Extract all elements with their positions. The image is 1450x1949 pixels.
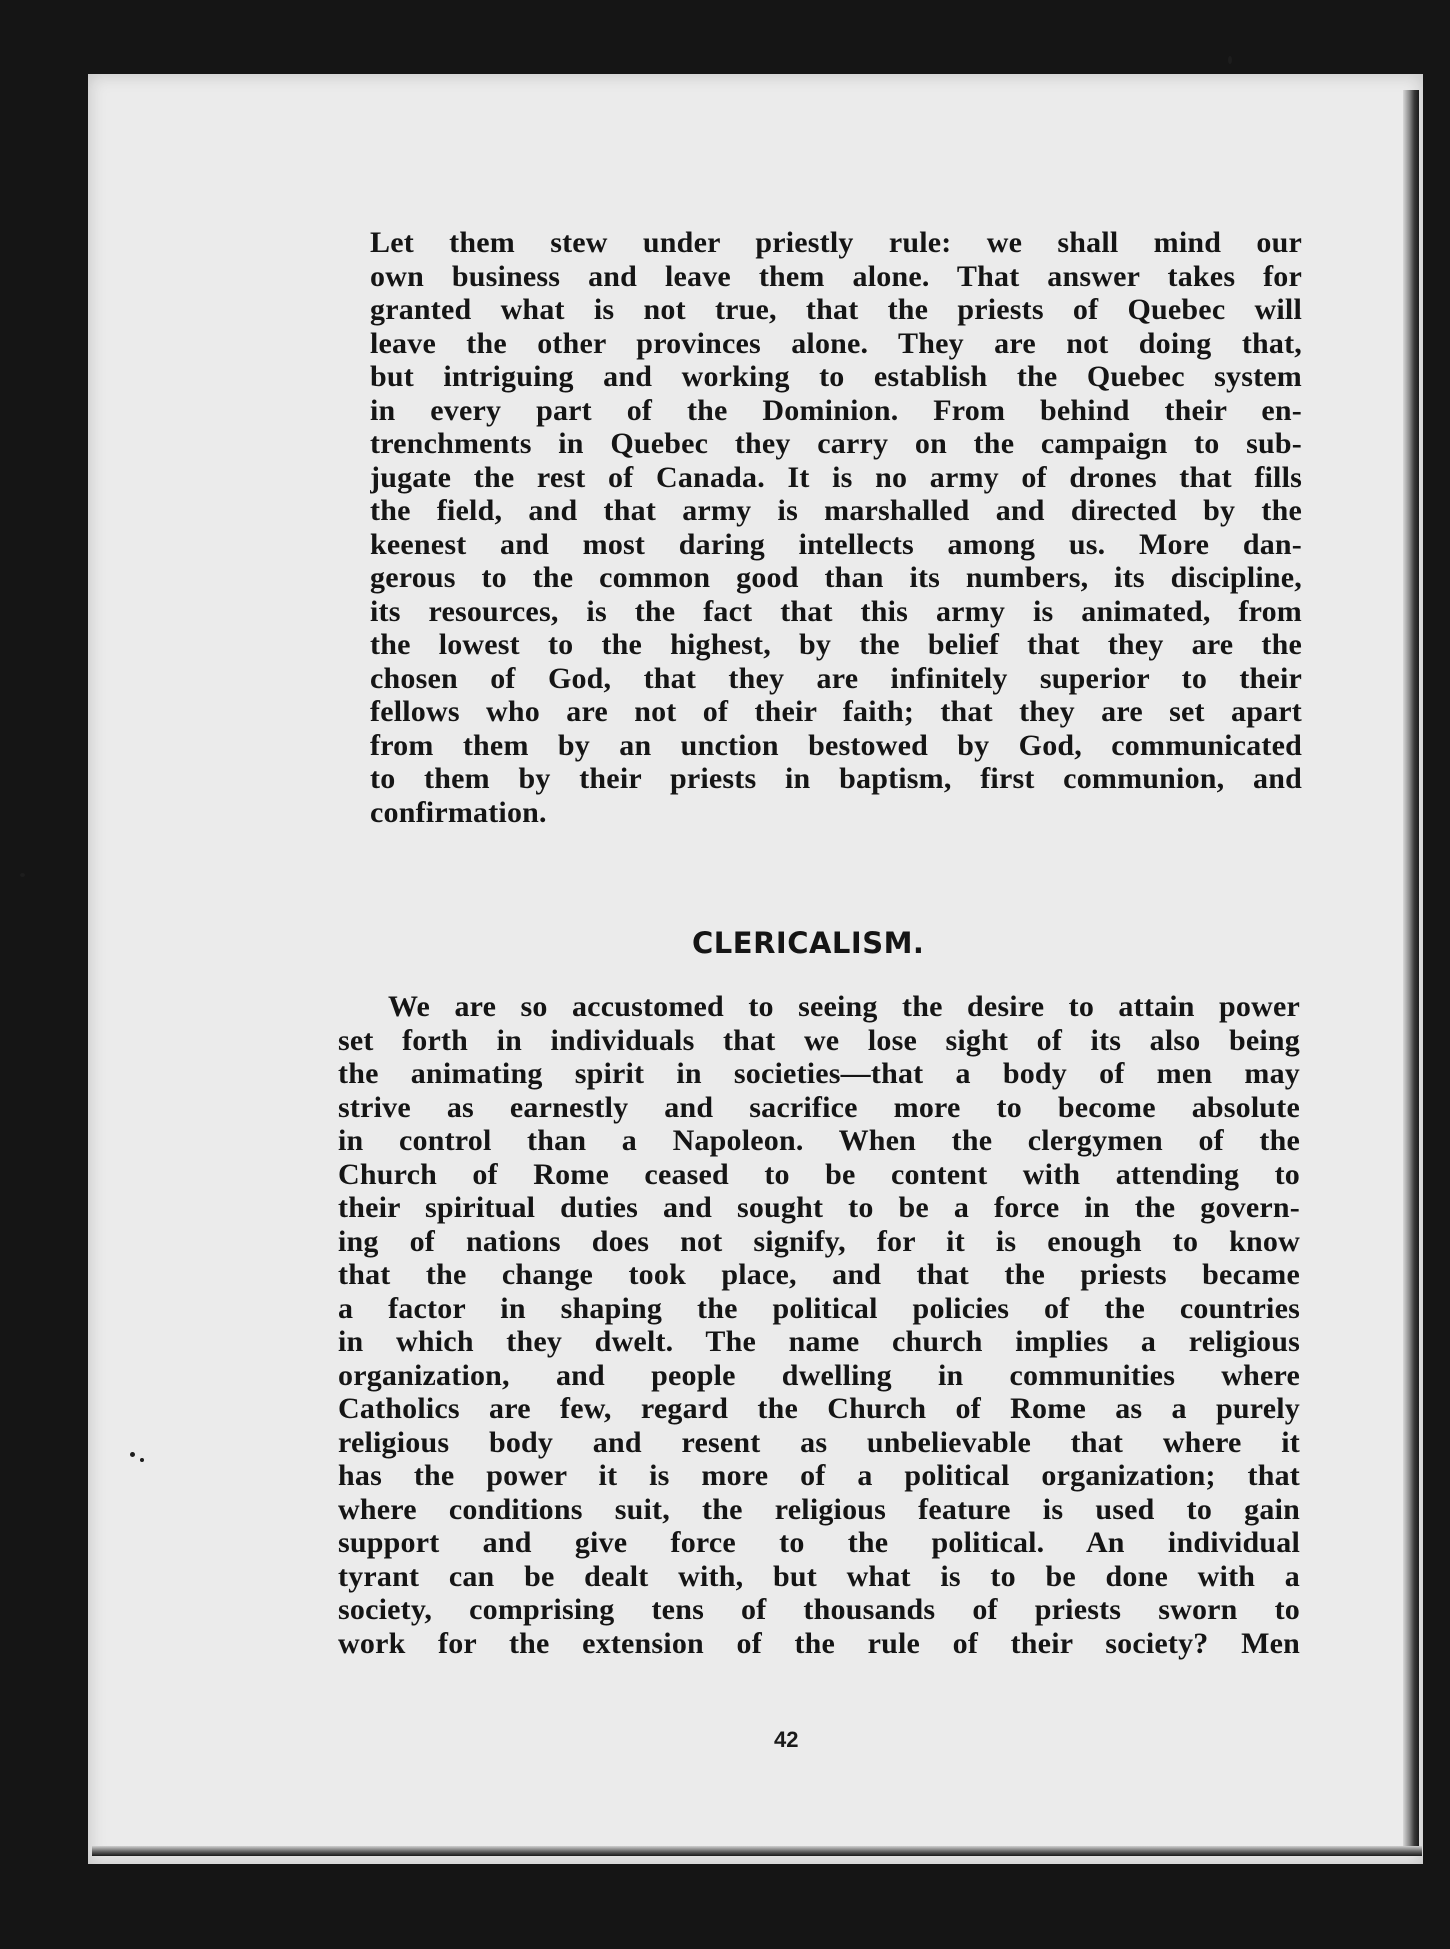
text-line: work for the extension of the rule of their society? Men xyxy=(338,1626,1300,1660)
text-line: but intriguing and working to establish the Quebec system xyxy=(370,360,1302,393)
text-line: from them by an unction bestowed by God, communicated xyxy=(370,728,1302,762)
text-line: Let them stew under priestly rule: we shall mind our xyxy=(370,226,1302,259)
text-line: trenchments in Quebec they carry on the campaign to sub- xyxy=(370,427,1302,460)
text-line: the field, and that army is marshalled and directed by the xyxy=(370,494,1302,527)
text-line: that the change took place, and that the priests became xyxy=(338,1258,1300,1291)
text-line: granted what is not true, that the priests of Quebec will xyxy=(370,293,1302,326)
text-line: where conditions suit, the religious feature is used to gain xyxy=(338,1492,1300,1526)
text-line: society, comprising tens of thousands of priests sworn to xyxy=(338,1593,1300,1626)
text-line: tyrant can be dealt with, but what is to be done with a xyxy=(338,1559,1300,1593)
text-line: in every part of the Dominion. From behind their en- xyxy=(370,393,1302,427)
page-number: 42 xyxy=(774,1727,799,1752)
text-line: gerous to the common good than its numbers, its discipline, xyxy=(370,561,1302,594)
text-line: own business and leave them alone. That answer takes for xyxy=(370,259,1302,293)
text-line: the animating spirit in societies—that a body of men may xyxy=(338,1057,1300,1090)
text-line: organization, and people dwelling in communities where xyxy=(338,1358,1300,1392)
text-line: in control than a Napoleon. When the clergymen of the xyxy=(338,1124,1300,1157)
dust-speck xyxy=(1228,56,1232,64)
section-heading: CLERICALISM. xyxy=(692,926,925,960)
text-line: their spiritual duties and sought to be a force in the govern- xyxy=(338,1191,1300,1224)
paragraph-1 xyxy=(370,226,1302,829)
text-line: its resources, is the fact that this army is animated, from xyxy=(370,594,1302,628)
text-line: confirmation. xyxy=(370,795,547,829)
text-line: in which they dwelt. The name church implies a religious xyxy=(338,1325,1300,1358)
text-line: keenest and most daring intellects among us. More dan- xyxy=(370,527,1302,561)
text-line: set forth in individuals that we lose sight of its also being xyxy=(338,1023,1300,1057)
text-line: jugate the rest of Canada. It is no army of drones that fills xyxy=(370,460,1302,494)
text-line: the lowest to the highest, by the belief that they are the xyxy=(370,628,1302,661)
text-line: chosen of God, that they are infinitely superior to their xyxy=(370,661,1302,695)
text-line: has the power it is more of a political organization; that xyxy=(338,1459,1300,1492)
text-line: ing of nations does not signify, for it is enough to know xyxy=(338,1224,1300,1258)
text-line: religious body and resent as unbelievable that where it xyxy=(338,1425,1300,1459)
text-line: We are so accustomed to seeing the desire to attain power xyxy=(388,990,1300,1023)
text-line: Catholics are few, regard the Church of Rome as a purely xyxy=(338,1392,1300,1425)
text-line: leave the other provinces alone. They are not doing that, xyxy=(370,326,1302,360)
page-right-edge xyxy=(1403,90,1419,1850)
text-line: support and give force to the political. An individual xyxy=(338,1526,1300,1559)
text-line: Church of Rome ceased to be content with attending to xyxy=(338,1157,1300,1191)
text-line: strive as earnestly and sacrifice more to become absolute xyxy=(338,1090,1300,1124)
paragraph-2 xyxy=(338,990,1300,1660)
dust-speck xyxy=(130,1452,135,1457)
page-bottom-edge xyxy=(92,1846,1422,1856)
dust-speck xyxy=(140,1458,144,1462)
text-line: a factor in shaping the political policies of the countries xyxy=(338,1291,1300,1325)
text-line: fellows who are not of their faith; that they are set apart xyxy=(370,695,1302,728)
text-line: to them by their priests in baptism, first communion, and xyxy=(370,762,1302,795)
dust-speck xyxy=(20,873,25,877)
